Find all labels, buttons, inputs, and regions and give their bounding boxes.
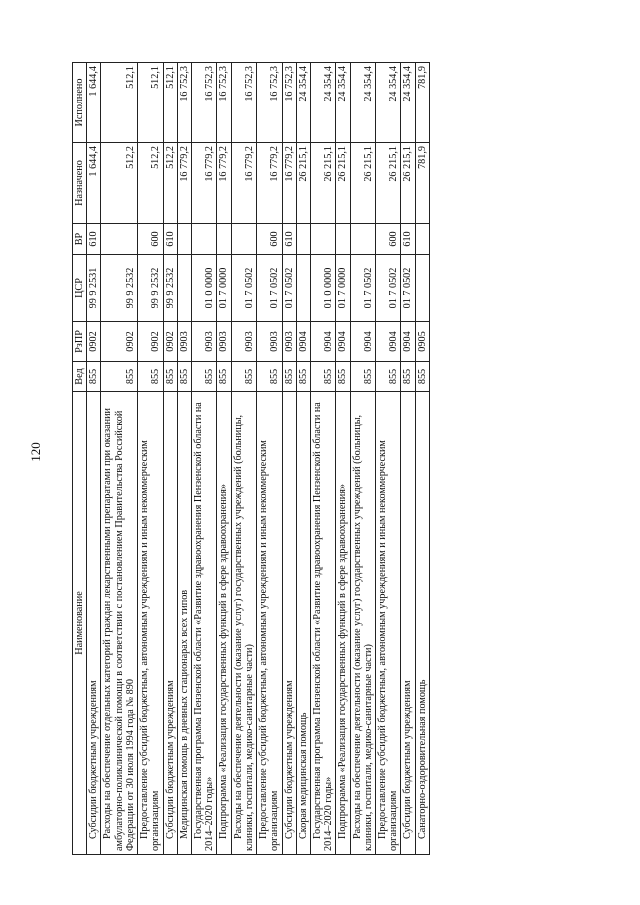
cell-csr: 99 9 2532 — [163, 255, 177, 322]
table-body — [87, 63, 430, 855]
table-row — [282, 63, 296, 855]
cell-csr — [177, 255, 191, 322]
row-name-text: Субсидии бюджетным учреждениям — [402, 680, 414, 839]
cell-rzpr: 0904 — [376, 322, 401, 362]
header-row — [73, 63, 87, 855]
cell-executed: 16 752,3 — [191, 63, 216, 143]
row-name-text: Подпрограмма «Реализация государственных функций в сфере здравоохранения» — [337, 483, 349, 839]
cell-ved: 855 — [282, 362, 296, 392]
cell-ved: 855 — [163, 362, 177, 392]
cell-assigned: 512,2 — [163, 143, 177, 224]
cell-assigned: 26 215,1 — [310, 143, 335, 224]
cell-assigned: 1 644,4 — [87, 143, 101, 224]
cell-csr: 01 7 0502 — [376, 255, 401, 322]
cell-rzpr: 0904 — [401, 322, 415, 362]
cell-ved: 855 — [87, 362, 101, 392]
cell-executed: 512,1 — [101, 63, 138, 143]
cell-name — [257, 392, 282, 855]
cell-assigned: 16 779,2 — [217, 143, 231, 224]
cell-assigned: 16 779,2 — [282, 143, 296, 224]
cell-name — [310, 392, 335, 855]
cell-rzpr: 0903 — [282, 322, 296, 362]
cell-name — [101, 392, 138, 855]
cell-csr: 99 9 2532 — [101, 255, 138, 322]
cell-assigned: 26 215,1 — [401, 143, 415, 224]
table-row — [310, 63, 335, 855]
cell-name — [191, 392, 216, 855]
cell-name — [401, 392, 415, 855]
table-row — [401, 63, 415, 855]
cell-name — [231, 392, 256, 855]
column-header-executed: Исполнено — [73, 63, 87, 143]
table-row — [217, 63, 231, 855]
column-header-csr: ЦСР — [73, 255, 87, 322]
cell-ved: 855 — [231, 362, 256, 392]
row-name-text: Медицинская помощь в дневных стационарах всех типов — [178, 589, 190, 839]
cell-csr: 01 7 0000 — [336, 255, 350, 322]
cell-csr: 01 0 0000 — [191, 255, 216, 322]
cell-name — [336, 392, 350, 855]
row-name-text: Расходы на обеспечение деятельности (оказание услуг) государственных учреждений (больницы, клиники, госпитали, медико-санитарные части) — [232, 414, 255, 851]
cell-ved: 855 — [415, 362, 429, 392]
cell-rzpr: 0904 — [296, 322, 310, 362]
row-name-text: Расходы на обеспечение деятельности (оказание услуг) государственных учреждений (больницы, клиники, госпитали, медико-санитарные части) — [351, 414, 374, 851]
cell-assigned: 16 779,2 — [257, 143, 282, 224]
cell-csr — [296, 255, 310, 322]
cell-csr: 01 7 0502 — [231, 255, 256, 322]
column-header-name: Наименование — [73, 392, 87, 855]
cell-csr: 01 7 0502 — [350, 255, 375, 322]
cell-vr: 600 — [257, 224, 282, 255]
cell-rzpr: 0903 — [217, 322, 231, 362]
cell-executed: 16 752,3 — [231, 63, 256, 143]
cell-ved: 855 — [138, 362, 163, 392]
table-row — [191, 63, 216, 855]
cell-executed: 24 354,4 — [336, 63, 350, 143]
table-row — [138, 63, 163, 855]
cell-rzpr: 0903 — [257, 322, 282, 362]
column-header-vr: ВР — [73, 224, 87, 255]
row-name-text: Субсидии бюджетным учреждениям — [164, 680, 176, 839]
row-name-text: Субсидии бюджетным учреждениям — [283, 680, 295, 839]
cell-rzpr: 0905 — [415, 322, 429, 362]
cell-name — [296, 392, 310, 855]
cell-rzpr: 0903 — [231, 322, 256, 362]
cell-ved: 855 — [101, 362, 138, 392]
table-row — [163, 63, 177, 855]
cell-name — [282, 392, 296, 855]
cell-csr — [415, 255, 429, 322]
cell-rzpr: 0902 — [138, 322, 163, 362]
cell-executed: 16 752,3 — [257, 63, 282, 143]
cell-ved: 855 — [401, 362, 415, 392]
cell-vr: 610 — [87, 224, 101, 255]
budget-table — [72, 62, 430, 855]
cell-ved: 855 — [217, 362, 231, 392]
cell-executed: 24 354,4 — [376, 63, 401, 143]
cell-csr: 01 7 0000 — [217, 255, 231, 322]
cell-vr — [310, 224, 335, 255]
row-name-text: Расходы на обеспечение отдельных категорий граждан лекарственными препаратами при оказании амбулаторно-поликлинической помощи в соответствии с постановлением Правительства Российской Федерации от 30 июля 1994 года № 890 — [102, 408, 136, 851]
cell-csr: 01 7 0502 — [257, 255, 282, 322]
cell-rzpr: 0904 — [350, 322, 375, 362]
cell-vr — [191, 224, 216, 255]
cell-vr — [350, 224, 375, 255]
cell-name — [415, 392, 429, 855]
cell-ved: 855 — [336, 362, 350, 392]
row-name-text: Предоставление субсидий бюджетным, автономным учреждениям и иным некоммерческим организациям — [258, 440, 281, 851]
rotated-page-content — [72, 63, 608, 855]
cell-ved: 855 — [310, 362, 335, 392]
cell-vr — [415, 224, 429, 255]
column-header-rzpr: РзПР — [73, 322, 87, 362]
cell-rzpr: 0904 — [336, 322, 350, 362]
table-row — [415, 63, 429, 855]
cell-executed: 24 354,4 — [350, 63, 375, 143]
cell-vr — [177, 224, 191, 255]
cell-rzpr: 0902 — [163, 322, 177, 362]
cell-name — [376, 392, 401, 855]
cell-rzpr: 0902 — [87, 322, 101, 362]
row-name-text: Субсидии бюджетным учреждениям — [88, 680, 100, 839]
cell-executed: 24 354,4 — [310, 63, 335, 143]
cell-rzpr: 0904 — [310, 322, 335, 362]
table-row — [101, 63, 138, 855]
table-row — [257, 63, 282, 855]
cell-vr: 610 — [163, 224, 177, 255]
cell-rzpr: 0903 — [191, 322, 216, 362]
cell-name — [87, 392, 101, 855]
cell-csr: 99 9 2531 — [87, 255, 101, 322]
row-name-text: Государственная программа Пензенской области «Развитие здравоохранения Пензенской области на 2014–2020 годы» — [311, 402, 335, 851]
cell-vr — [296, 224, 310, 255]
cell-assigned: 26 215,1 — [376, 143, 401, 224]
cell-ved: 855 — [350, 362, 375, 392]
row-name-text: Предоставление субсидий бюджетным, автономным учреждениям и иным некоммерческим организациям — [377, 440, 400, 851]
cell-vr: 610 — [401, 224, 415, 255]
cell-ved: 855 — [177, 362, 191, 392]
cell-name — [138, 392, 163, 855]
cell-vr — [101, 224, 138, 255]
cell-csr: 01 7 0502 — [282, 255, 296, 322]
cell-assigned: 26 215,1 — [336, 143, 350, 224]
cell-executed: 24 354,4 — [296, 63, 310, 143]
cell-executed: 16 752,3 — [177, 63, 191, 143]
cell-name — [350, 392, 375, 855]
cell-assigned: 16 779,2 — [231, 143, 256, 224]
cell-name — [177, 392, 191, 855]
row-name-text: Предоставление субсидий бюджетным, автономным учреждениям и иным некоммерческим организациям — [139, 440, 162, 851]
cell-name — [163, 392, 177, 855]
cell-vr — [217, 224, 231, 255]
row-name-text: Санаторно-оздоровительная помощь — [416, 679, 428, 839]
cell-vr: 600 — [138, 224, 163, 255]
cell-executed: 16 752,3 — [282, 63, 296, 143]
cell-ved: 855 — [257, 362, 282, 392]
table-row — [336, 63, 350, 855]
cell-executed: 512,1 — [138, 63, 163, 143]
table-row — [296, 63, 310, 855]
cell-executed: 24 354,4 — [401, 63, 415, 143]
cell-vr: 610 — [282, 224, 296, 255]
table-row — [350, 63, 375, 855]
cell-ved: 855 — [191, 362, 216, 392]
cell-vr — [231, 224, 256, 255]
cell-name — [217, 392, 231, 855]
row-name-text: Скорая медицинская помощь — [297, 712, 309, 839]
column-header-assigned: Назначено — [73, 143, 87, 224]
cell-ved: 855 — [296, 362, 310, 392]
table-header — [73, 63, 87, 855]
cell-assigned: 16 779,2 — [191, 143, 216, 224]
cell-vr: 600 — [376, 224, 401, 255]
cell-rzpr: 0903 — [177, 322, 191, 362]
cell-assigned: 512,2 — [101, 143, 138, 224]
row-name-text: Государственная программа Пензенской области «Развитие здравоохранения Пензенской области на 2014–2020 годы» — [192, 402, 216, 851]
cell-assigned: 16 779,2 — [177, 143, 191, 224]
table-row — [231, 63, 256, 855]
cell-vr — [336, 224, 350, 255]
cell-csr: 01 0 0000 — [310, 255, 335, 322]
table-row — [376, 63, 401, 855]
cell-executed: 781,9 — [415, 63, 429, 143]
cell-assigned: 26 215,1 — [350, 143, 375, 224]
cell-csr: 01 7 0502 — [401, 255, 415, 322]
cell-assigned: 781,9 — [415, 143, 429, 224]
cell-executed: 1 644,4 — [87, 63, 101, 143]
cell-executed: 16 752,3 — [217, 63, 231, 143]
cell-executed: 512,1 — [163, 63, 177, 143]
table-row — [177, 63, 191, 855]
row-name-text: Подпрограмма «Реализация государственных функций в сфере здравоохранения» — [218, 483, 230, 839]
cell-ved: 855 — [376, 362, 401, 392]
column-header-ved: Вед — [73, 362, 87, 392]
cell-rzpr: 0902 — [101, 322, 138, 362]
cell-csr: 99 9 2532 — [138, 255, 163, 322]
table-row — [87, 63, 101, 855]
page-number: 120 — [28, 442, 43, 462]
cell-assigned: 512,2 — [138, 143, 163, 224]
cell-assigned: 26 215,1 — [296, 143, 310, 224]
